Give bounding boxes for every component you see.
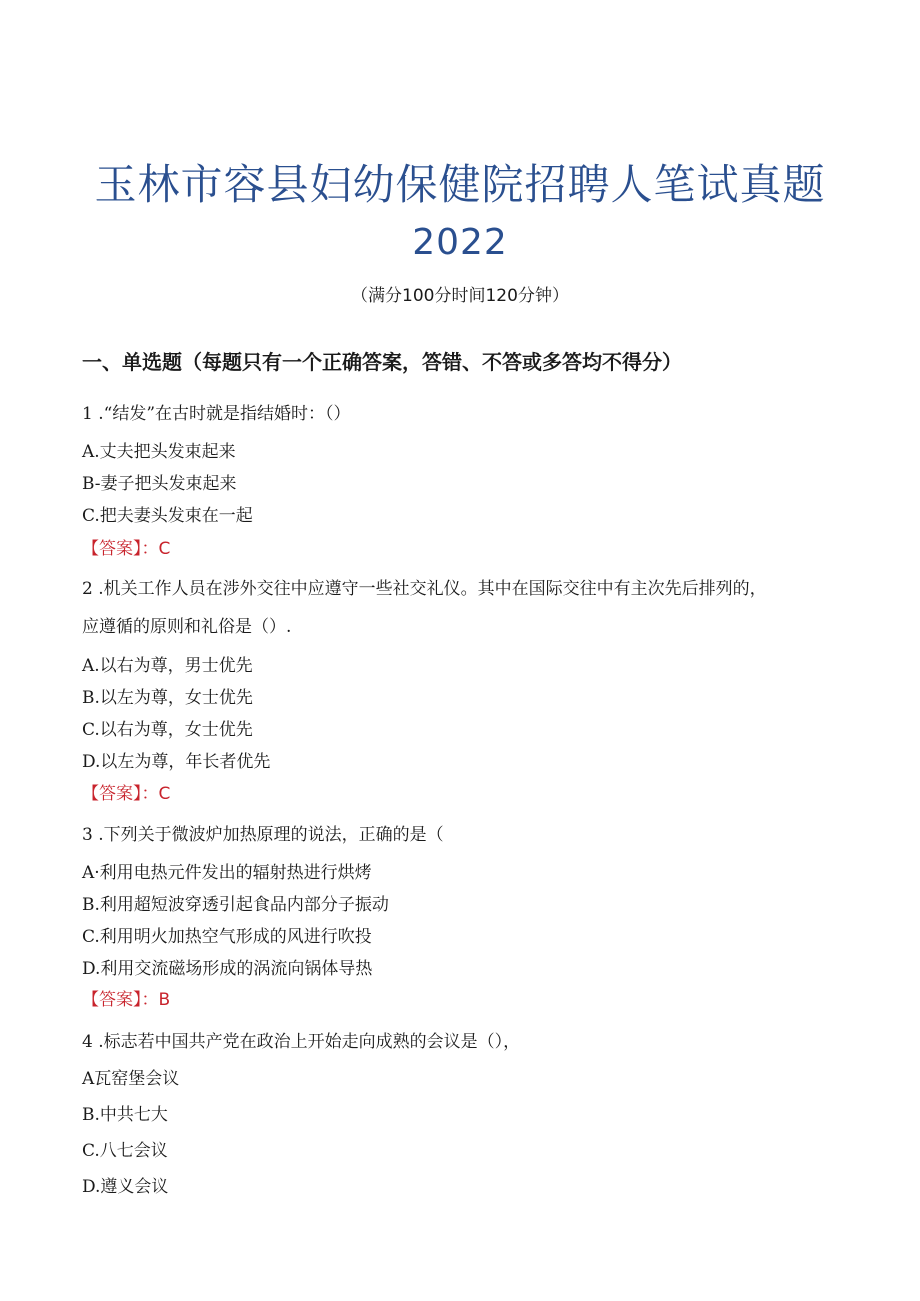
document-title: 玉林市容县妇幼保健院招聘人笔试真题 — [94, 160, 826, 209]
question-1-option-b: B-妻子把头发束起来 — [82, 474, 237, 494]
question-3-option-c: C.利用明火加热空气形成的风进行吹投 — [82, 927, 372, 947]
exam-info: （满分100分时间120分钟） — [351, 286, 569, 306]
section-heading: 一、单选题（每题只有一个正确答案，答错、不答或多答均不得分） — [82, 350, 682, 374]
question-2-stem-continued: 应遵循的原则和礼俗是（）. — [82, 617, 292, 637]
question-2-option-b: B.以左为尊，女士优先 — [82, 688, 253, 708]
question-2-answer: 【答案】：C — [82, 784, 171, 804]
question-1-option-c: C.把夫妻头发束在一起 — [82, 506, 253, 526]
document-title-year: 2022 — [412, 222, 508, 263]
question-3-stem: 3 .下列关于微波炉加热原理的说法，正确的是（ — [82, 825, 444, 845]
question-1-option-a: A.丈夫把头发束起来 — [82, 442, 236, 462]
question-2-stem: 2 .机关工作人员在涉外交往中应遵守一些社交礼仪。其中在国际交往中有主次先后排列的， — [82, 579, 767, 599]
question-3-option-a: A·利用电热元件发出的辐射热进行烘烤 — [82, 863, 372, 883]
question-4-option-b: B.中共七大 — [82, 1105, 168, 1125]
question-2-option-c: C.以右为尊，女士优先 — [82, 720, 253, 740]
question-2-option-d: D.以左为尊，年长者优先 — [82, 752, 271, 772]
question-4-option-c: C.八七会议 — [82, 1141, 168, 1161]
question-2-option-a: A.以右为尊，男士优先 — [82, 656, 253, 676]
question-3-answer: 【答案】：B — [82, 990, 171, 1010]
question-1-answer: 【答案】：C — [82, 539, 171, 559]
question-4-option-a: A瓦窑堡会议 — [82, 1069, 180, 1089]
question-3-option-d: D.利用交流磁场形成的涡流向锅体导热 — [82, 959, 373, 979]
question-1-stem: 1 .“结发”在古时就是指结婚时：（） — [82, 404, 351, 424]
question-4-stem: 4 .标志若中国共产党在政治上开始走向成熟的会议是（）， — [82, 1032, 521, 1052]
question-4-option-d: D.遵义会议 — [82, 1177, 169, 1197]
question-3-option-b: B.利用超短波穿透引起食品内部分子振动 — [82, 895, 389, 915]
